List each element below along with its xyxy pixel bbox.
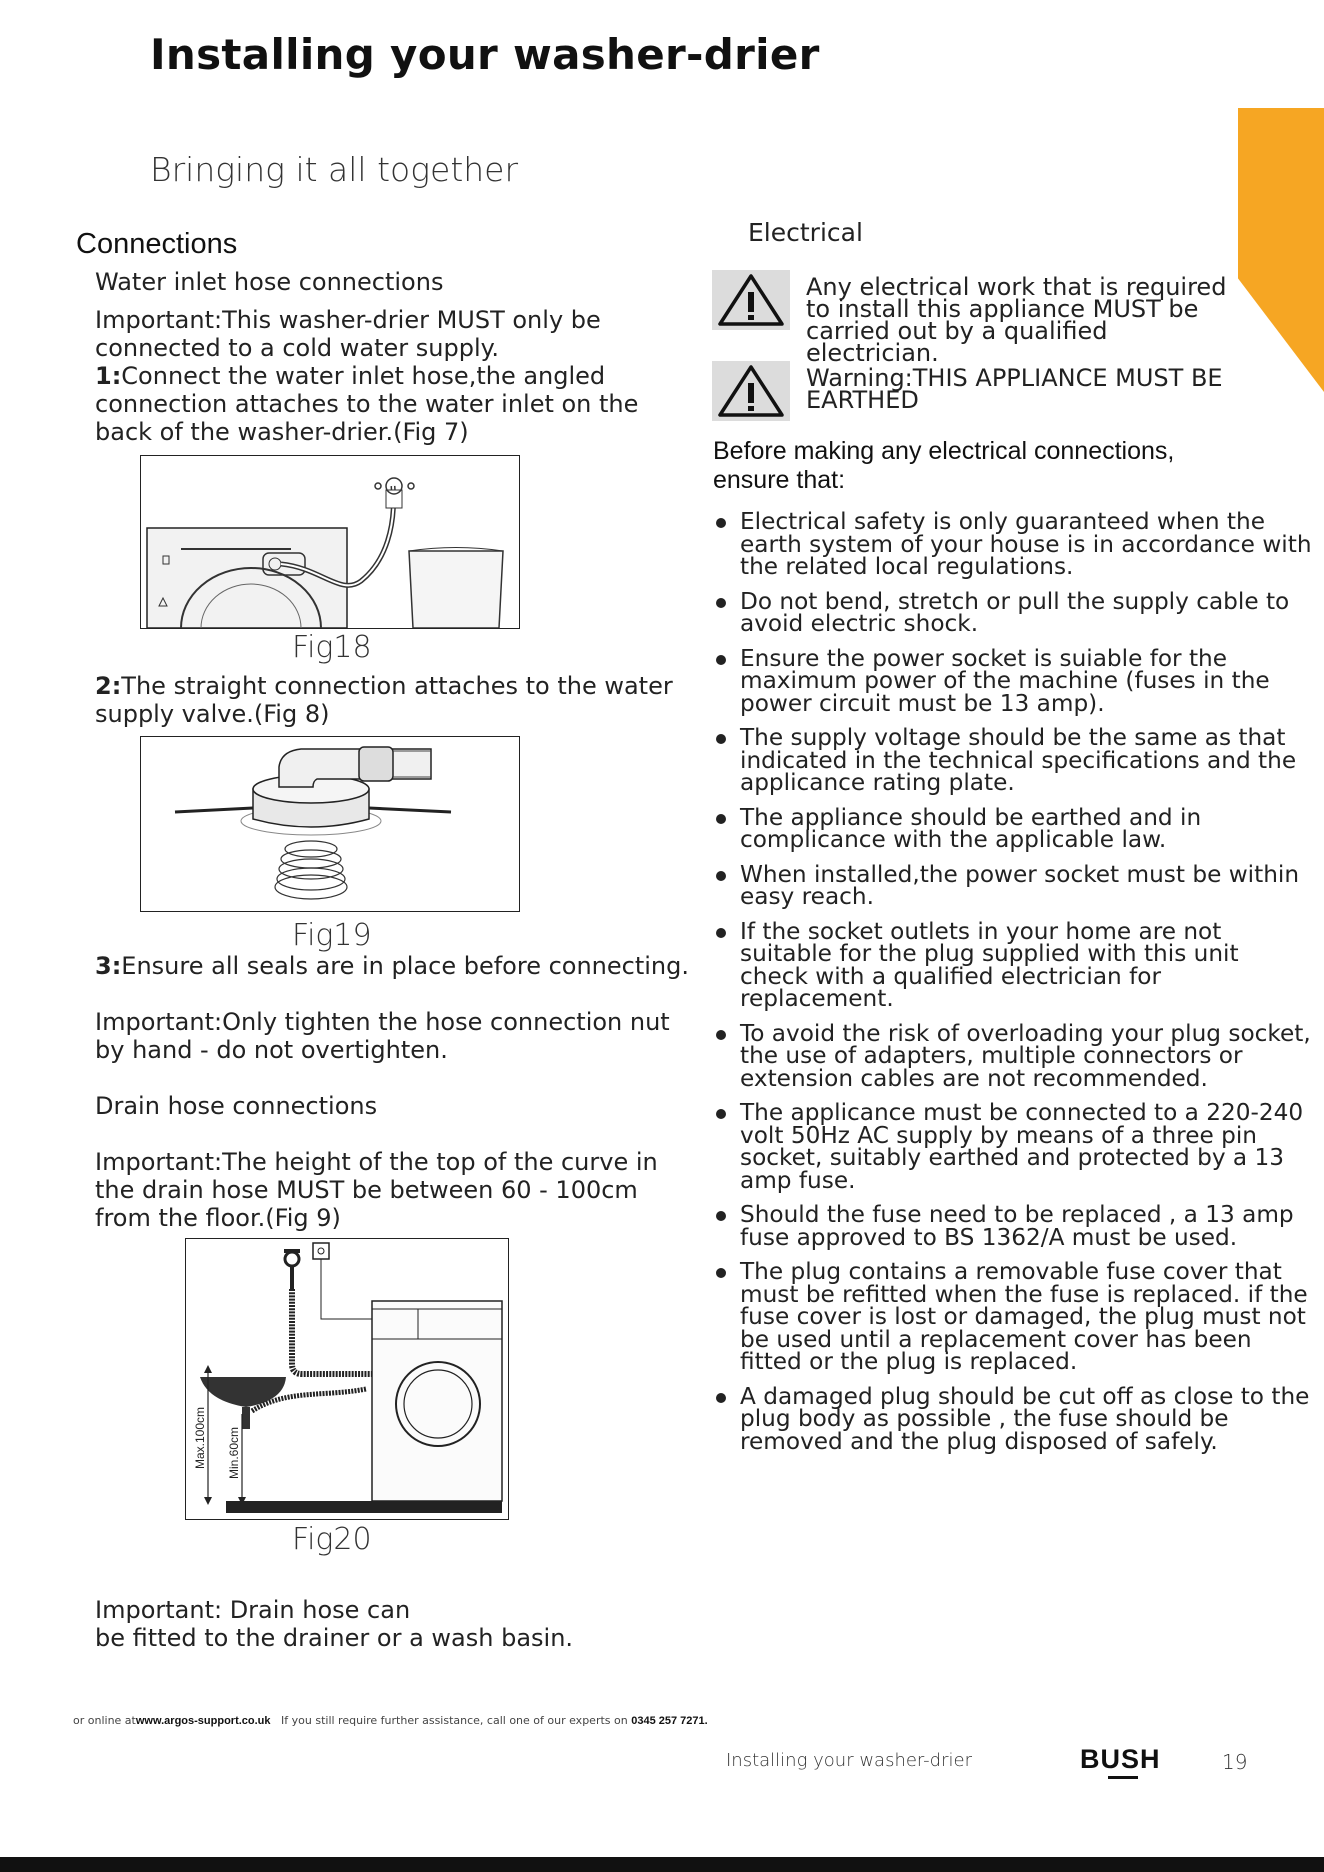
connections-heading: Connections — [76, 228, 238, 260]
drain-note-line-1: Important: Drain hose can — [95, 1596, 411, 1624]
fig20-caption: Fig20 — [292, 1522, 372, 1557]
step-3-number: 3: — [95, 952, 122, 980]
step-1-text: Connect the water inlet hose,the angled connection attaches to the water inlet on the back of the washer-drier.(Fig 7) — [95, 362, 639, 446]
bullet-dot — [716, 1030, 726, 1040]
list-item-text: Do not bend, stretch or pull the supply cable to avoid electric shock. — [740, 587, 1290, 637]
fig20-image — [185, 1238, 509, 1520]
before-connections-heading: Before making any electrical connections, ensure that: — [713, 437, 1175, 494]
bullet-dot — [716, 871, 726, 881]
bullet-dot — [716, 1393, 726, 1403]
list-item-text: Ensure the power socket is suiable for the maximum power of the machine (fuses in the power circuit must be 13 amp). — [740, 644, 1270, 717]
list-item — [712, 803, 1312, 853]
list-item-text: When installed,the power socket must be within easy reach. — [740, 860, 1300, 910]
list-item-text: The applicance must be connected to a 220-240 volt 50Hz AC supply by means of a three pin socket, suitably earthed and protected by a 13 amp fuse. — [740, 1099, 1304, 1194]
fig20-max-label: Max.100cm — [193, 1406, 207, 1469]
list-item-text: If the socket outlets in your home are not suitable for the plug supplied with this unit check with a qualified electrician for replacement. — [740, 917, 1239, 1012]
bullet-dot — [716, 734, 726, 744]
warning-electrician: Any electrical work that is required to install this appliance MUST be carried out by a qualified electrician. — [806, 273, 1227, 367]
list-item-text: To avoid the risk of overloading your plug socket, the use of adapters, multiple connectors or extension cables are not recommended. — [740, 1019, 1311, 1092]
support-phone: 0345 257 7271. — [631, 1715, 708, 1727]
list-item — [712, 917, 1312, 1012]
step-3-text: Ensure all seals are in place before connecting. — [121, 952, 689, 980]
bullet-dot — [716, 655, 726, 665]
list-item — [712, 644, 1312, 717]
list-item-text: The plug contains a removable fuse cover that must be refitted when the fuse is replaced. if the fuse cover is lost or damaged, the plug must not be used until a replacement cover has been fitted or the plug is replaced. — [740, 1258, 1308, 1375]
warning-earthed: Warning:THIS APPLIANCE MUST BE EARTHED — [806, 364, 1223, 414]
important-tighten: Important:Only tighten the hose connection nut by hand - do not overtighten. — [95, 1008, 670, 1064]
fig19-illustration — [141, 737, 519, 911]
bottom-bar — [0, 1857, 1324, 1872]
footer-support-line — [73, 1714, 708, 1727]
list-item — [712, 587, 1312, 637]
fig18-image — [140, 455, 520, 629]
section-tab — [1238, 108, 1324, 392]
step-2-text: The straight connection attaches to the water supply valve.(Fig 8) — [95, 672, 673, 728]
warning-triangle-icon — [712, 270, 790, 330]
fig20-illustration — [186, 1239, 508, 1519]
warning-box-1 — [712, 270, 790, 330]
list-item — [712, 1201, 1312, 1251]
page-title: Installing your washer-drier — [150, 30, 820, 79]
fig19-caption: Fig19 — [292, 918, 372, 953]
step-3 — [95, 952, 695, 980]
important-cold-water: Important:This washer-drier MUST only be connected to a cold water supply. — [95, 306, 601, 362]
list-item-text: The appliance should be earthed and in complicance with the applicable law. — [740, 803, 1202, 853]
fig18-illustration — [141, 456, 519, 628]
step-2-number: 2: — [95, 672, 122, 700]
footer-section-title: Installing your washer-drier — [726, 1750, 972, 1771]
list-item — [712, 1258, 1312, 1375]
bush-logo-underline — [1108, 1776, 1138, 1779]
bullet-dot — [716, 1211, 726, 1221]
fig18-caption: Fig18 — [292, 630, 372, 665]
bullet-dot — [716, 814, 726, 824]
drain-note-line-2: be fitted to the drainer or a wash basin. — [95, 1624, 574, 1652]
bush-logo: BUSH — [1080, 1744, 1161, 1774]
list-item — [712, 1382, 1312, 1455]
electrical-heading: Electrical — [748, 218, 863, 247]
bullet-dot — [716, 518, 726, 528]
warning-box-2 — [712, 361, 790, 421]
step-2 — [95, 672, 685, 728]
step-1 — [95, 362, 685, 446]
page-number: 19 — [1222, 1750, 1248, 1774]
step-1-number: 1: — [95, 362, 122, 390]
warning-triangle-icon — [712, 361, 790, 421]
support-url-link[interactable]: www.argos-support.co.uk — [135, 1715, 271, 1727]
list-item-text: Electrical safety is only guaranteed when the earth system of your house is in accordance with the related local regulations. — [740, 508, 1312, 580]
drain-hose-title: Drain hose connections — [95, 1092, 378, 1120]
electrical-safety-list — [712, 508, 1312, 1455]
bullet-dot — [716, 1109, 726, 1119]
fig20-min-label: Min.60cm — [227, 1426, 241, 1479]
important-height: Important:The height of the top of the curve in the drain hose MUST be between 60 - 100cm from the floor.(Fig 9) — [95, 1148, 658, 1232]
list-item — [712, 1099, 1312, 1194]
bullet-dot — [716, 598, 726, 608]
footer-assist-text: If you still require further assistance, call one of our experts on — [281, 1714, 628, 1727]
bullet-dot — [716, 928, 726, 938]
list-item-text: Should the fuse need to be replaced , a 13 amp fuse approved to BS 1362/A must be used. — [740, 1201, 1294, 1251]
list-item — [712, 1019, 1312, 1092]
list-item — [712, 724, 1312, 796]
list-item-text: The supply voltage should be the same as that indicated in the technical specifications and the applicance rating plate. — [740, 724, 1297, 796]
footer-online-prefix: or online at — [73, 1714, 136, 1727]
fig19-image — [140, 736, 520, 912]
bullet-dot — [716, 1268, 726, 1278]
list-item — [712, 508, 1312, 580]
list-item — [712, 860, 1312, 910]
page-subtitle: Bringing it all together — [150, 150, 519, 189]
list-item-text: A damaged plug should be cut off as close to the plug body as possible , the fuse should be removed and the plug disposed of safely. — [740, 1382, 1310, 1455]
water-inlet-title: Water inlet hose connections — [95, 268, 444, 296]
